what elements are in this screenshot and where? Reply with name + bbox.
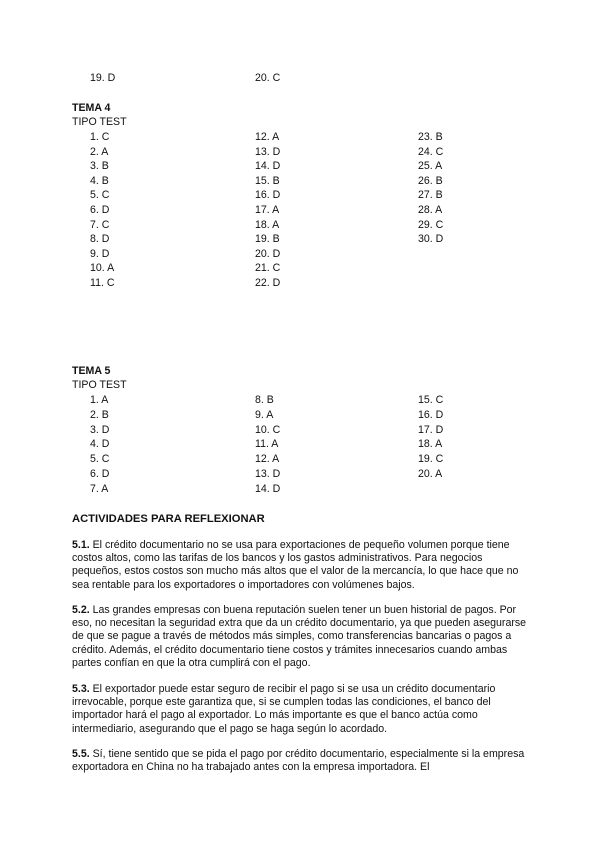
- answer-item: 6. D: [90, 204, 110, 216]
- answer-item: 23. B: [418, 131, 443, 143]
- answer-item: 14. D: [255, 160, 281, 173]
- answer-item: 8. D: [90, 233, 110, 246]
- answer-item: 14. D: [255, 482, 281, 495]
- tema4-subheading: TIPO TEST: [72, 116, 127, 128]
- answer-item: 19. B: [255, 233, 280, 246]
- answer-item: 5. C: [90, 189, 110, 202]
- answer-item: 13. D: [255, 145, 281, 158]
- answer-item: 9. D: [90, 247, 110, 260]
- tema4-heading: TEMA 4: [72, 102, 111, 114]
- answer-item: 6. D: [90, 468, 110, 480]
- answer-item: 17. D: [418, 423, 444, 436]
- answer-item: 3. B: [90, 160, 109, 173]
- answer-item: 24. C: [418, 145, 444, 158]
- answer-item: 16. D: [418, 408, 444, 421]
- paragraph-text: El crédito documentario no se usa para exportaciones de pequeño volumen porque tiene costos altos, como las tarifas de los bancos y los gastos administrativos. Para negocios pequeños, estos costos son mucho más altos que el valor de la mercancía, lo que hace que no sea rentable para los exportadores o importadores con volúmenes bajos.: [72, 539, 519, 591]
- answer-item: 28. A: [418, 204, 443, 216]
- paragraph-5-5: [72, 748, 528, 774]
- tema5-subheading: TIPO TEST: [72, 379, 127, 391]
- answer-item: 17. A: [255, 204, 280, 216]
- answer-20: 20. C: [255, 72, 281, 84]
- answer-19: 19. D: [90, 72, 116, 84]
- answer-item: 16. D: [255, 189, 281, 202]
- activities-heading: ACTIVIDADES PARA REFLEXIONAR: [72, 513, 265, 525]
- answer-item: 8. B: [255, 394, 274, 406]
- answer-item: 15. C: [418, 394, 444, 406]
- paragraph-number: 5.2.: [72, 604, 90, 616]
- answer-item: 4. D: [90, 438, 110, 451]
- tema5-heading: TEMA 5: [72, 365, 111, 377]
- paragraph-text: El exportador puede estar seguro de recibir el pago si se usa un crédito documentario irrevocable, porque este garantiza que, si se cumplen todas las condiciones, el banco del importador hará el pago al exportador. Lo más importante es que el banco actúa como intermediario, asegurando que el pago se haga según lo acordado.: [72, 683, 496, 735]
- paragraph-text: Sí, tiene sentido que se pida el pago por crédito documentario, especialmente si la empresa exportadora en China no ha trabajado antes con la empresa importadora. El: [72, 748, 525, 774]
- answer-item: 12. A: [255, 453, 280, 466]
- answer-item: 7. C: [90, 218, 110, 231]
- answer-item: 11. C: [90, 277, 115, 289]
- paragraph-text: Las grandes empresas con buena reputación suelen tener un buen historial de pagos. Por eso, no necesitan la seguridad extra que da un crédito documentario, ya que pueden asegurarse de que se pague a través de métodos más simples, como transferencias bancarias o pagos a crédito. Además, el crédito documentario tiene costos y trámites innecesarios cuando ambas partes confían en que la otra cumplirá con el pago.: [72, 604, 527, 669]
- answer-item: 25. A: [418, 160, 443, 173]
- answer-item: 4. B: [90, 174, 109, 187]
- answer-item: 10. A: [90, 262, 115, 275]
- answer-item: 5. C: [90, 453, 110, 466]
- answer-item: 12. A: [255, 131, 280, 143]
- answer-item: 2. A: [90, 145, 109, 158]
- answer-item: 3. D: [90, 423, 110, 436]
- answer-item: 7. A: [90, 482, 109, 495]
- answer-item: 9. A: [255, 408, 274, 421]
- answer-item: 19. C: [418, 453, 444, 466]
- answer-item: 20. D: [255, 247, 281, 260]
- answer-item: 13. D: [255, 468, 281, 480]
- answer-item: 1. C: [90, 131, 110, 143]
- paragraph-5-2: [72, 604, 528, 670]
- paragraph-number: 5.1.: [72, 539, 90, 551]
- answer-item: 27. B: [418, 189, 443, 202]
- answer-item: 20. A: [418, 468, 443, 480]
- paragraph-number: 5.5.: [72, 748, 90, 760]
- answer-item: 26. B: [418, 174, 443, 187]
- answer-item: 21. C: [255, 262, 281, 275]
- paragraph-number: 5.3.: [72, 683, 90, 695]
- answer-item: 30. D: [418, 233, 444, 246]
- paragraph-5-1: [72, 539, 528, 592]
- answer-item: 22. D: [255, 277, 281, 289]
- answer-item: 11. A: [255, 438, 279, 451]
- answer-item: 1. A: [90, 394, 109, 406]
- answer-item: 15. B: [255, 174, 280, 187]
- answer-item: 18. A: [255, 218, 280, 231]
- answer-item: 18. A: [418, 438, 443, 451]
- answer-item: 2. B: [90, 408, 109, 421]
- answer-item: 29. C: [418, 218, 444, 231]
- paragraph-5-3: [72, 683, 528, 736]
- answer-item: 10. C: [255, 423, 281, 436]
